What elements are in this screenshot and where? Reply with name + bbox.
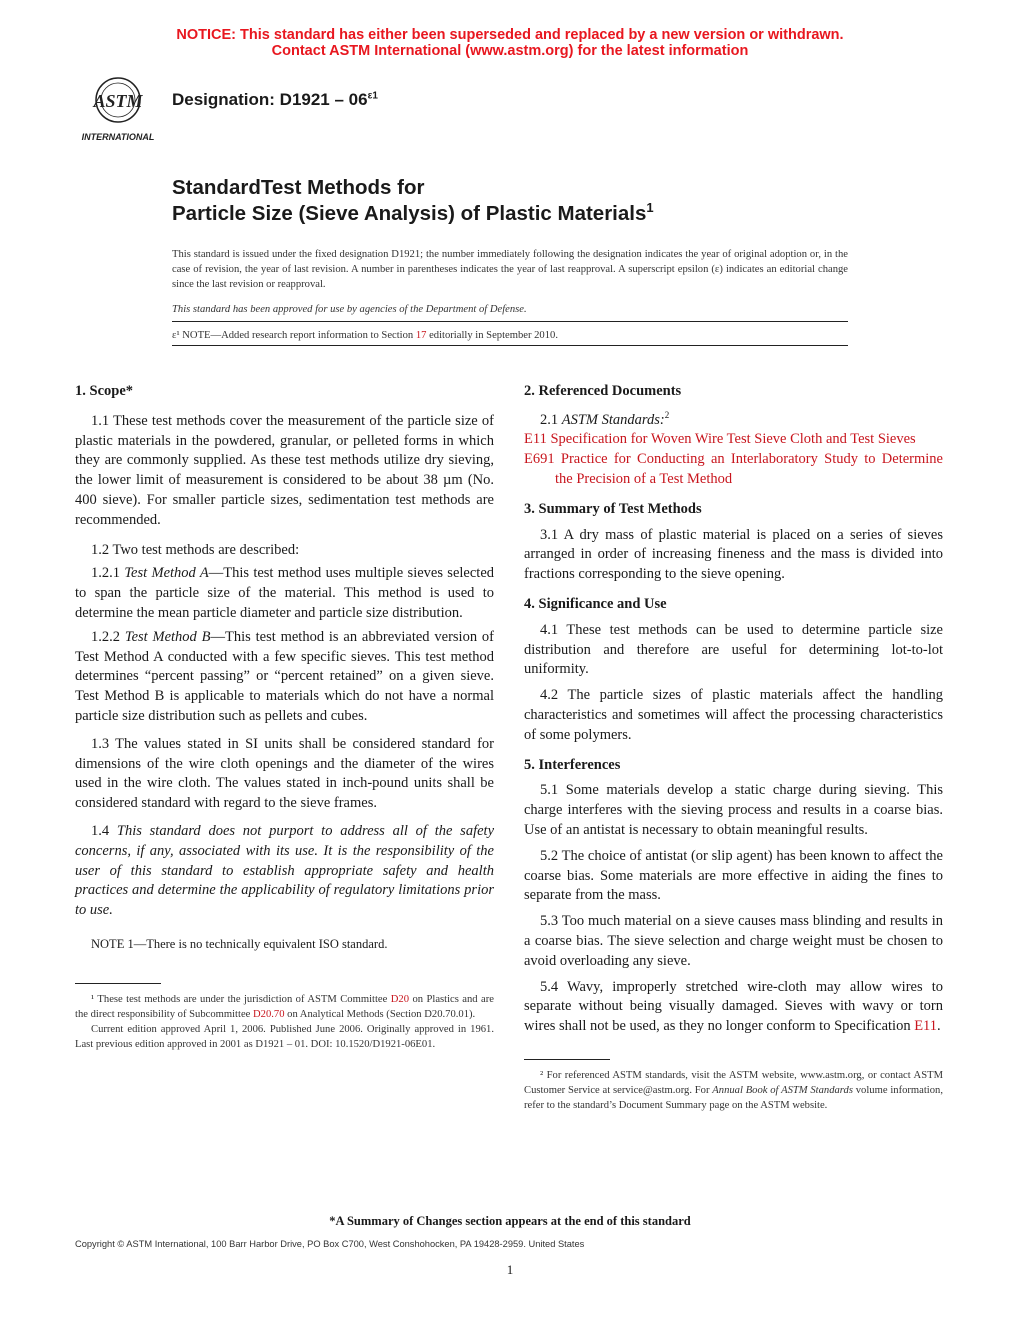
para-1-3: 1.3 The values stated in SI units shall be considered standard for dimensions of the wire cloth openings and the diameter of the wires used in the wire cloth. The values stated in inch-pound units shall be considered standard with regard to the sieve frames. xyxy=(75,735,494,812)
withdrawn-notice xyxy=(0,27,1020,59)
editorial-note-suffix: editorially in September 2010. xyxy=(426,330,558,341)
significance-heading: 4. Significance and Use xyxy=(524,596,667,612)
para-1-2-2 xyxy=(75,628,494,727)
title-line-1: StandardTest Methods for xyxy=(172,176,425,199)
title-footnote-ref: 1 xyxy=(646,200,654,216)
referenced-documents-heading: 2. Referenced Documents xyxy=(524,383,682,399)
reference-e691-code: E691 xyxy=(524,451,555,468)
reference-e691[interactable] xyxy=(524,450,943,490)
footnote-2-text xyxy=(524,1068,943,1113)
para-1-2-2-num: 1.2.2 xyxy=(91,628,125,645)
footnote-1-jurisdiction xyxy=(75,992,494,1022)
designation-label: Designation: D1921 – 06 xyxy=(172,90,368,109)
fn2-text-a: ² For referenced ASTM standards, visit the ASTM website, www.astm.org, or contact ASTM Customer Service at service@astm.org. For xyxy=(524,1069,943,1096)
reference-e11[interactable] xyxy=(524,430,943,450)
designation xyxy=(172,90,378,110)
scope-heading: 1. Scope* xyxy=(75,383,133,399)
para-1-4-num: 1.4 xyxy=(91,822,117,839)
para-5-4 xyxy=(524,978,943,1037)
footnote-2 xyxy=(524,1068,943,1113)
para-1-2-2-text: —This test method is an abbreviated version of Test Method A conducted with a few specific sieves. This test method determines “percent passing” or “percent retained” on a given sieve. Test Method B is applicable to materials which do not have a normal particle size distribution such as pellets and cubes. xyxy=(75,628,494,724)
reference-e11-code: E11 xyxy=(524,431,547,448)
copyright: Copyright © ASTM International, 100 Barr Harbor Drive, PO Box C700, West Conshohocken, PA 19428-2959. United States xyxy=(75,1239,585,1249)
preamble-rule-bottom xyxy=(172,345,848,346)
para-1-2-1-text: —This test method uses multiple sieves selected to span the particle size of the material. This method is used to determine the mean particle diameter and particle size distribution. xyxy=(75,565,495,621)
reference-e11-title: Specification for Woven Wire Test Sieve Cloth and Test Sieves xyxy=(546,431,916,448)
para-3-1: 3.1 A dry mass of plastic material is placed on a series of sieves arranged in order of increasing fineness and the mass is divided into fractions corresponding to the sieve opening. xyxy=(524,526,943,583)
para-1-2: 1.2 Two test methods are described: xyxy=(91,541,300,558)
interferences-heading: 5. Interferences xyxy=(524,756,621,773)
para-5-3: 5.3 Too much material on a sieve causes mass blinding and results in a coarse bias. The sieve selection and charge weight must be chosen to avoid overloading any sieve. xyxy=(524,913,943,969)
para-1-2-1 xyxy=(75,564,494,623)
para-5-4-end: . xyxy=(937,1018,941,1035)
note-1: NOTE 1—There is no technically equivalent ISO standard. xyxy=(91,936,388,951)
para-5-4-text: 5.4 Wavy, improperly stretched wire-cloth may allow wires to separate without being visually damaged. Sieves with wavy or torn wires shall not be used, as they no longer conform to Specification xyxy=(524,978,943,1035)
summary-heading: 3. Summary of Test Methods xyxy=(524,500,702,517)
preamble-issued: This standard is issued under the fixed designation D1921; the number immediately following the designation indicates the year of original adoption or, in the case of revision, the year of last revision. A number in parentheses indicates the year of last reapproval. A superscript epsilon (ε) indicates an editorial change since the last revision or reapproval. xyxy=(172,249,848,290)
para-1-4-italic: This standard does not purport to address all of the safety concerns, if any, associated with its use. It is the responsibility of the user of this standard to establish appropriate safety and health practices and determine the applicability of regulatory limitations prior to use. xyxy=(75,822,495,919)
editorial-note-section-link[interactable]: 17 xyxy=(415,330,427,341)
para-4-1: 4.1 These test methods can be used to determine particle size distribution and therefore are useful for determining lot-to-lot uniformity. xyxy=(524,621,943,678)
notice-line-1: NOTICE: This standard has either been superseded and replaced by a new version or withdrawn. xyxy=(176,27,844,43)
fn2-text-b: volume information, refer to the standard’s Document Summary page on the ASTM website. xyxy=(524,1084,943,1111)
preamble-rule-top xyxy=(172,321,848,322)
footnote-1-current-edition: Current edition approved April 1, 2006. Published June 2006. Originally approved in 1961. Last previous edition approved in 2001 as D1921 – 01. DOI: 10.1520/D1921-06E01. xyxy=(75,1023,494,1050)
left-column xyxy=(75,382,494,1052)
para-2-1-num: 2.1 xyxy=(540,411,562,428)
designation-epsilon: ε1 xyxy=(367,90,378,102)
para-4-2: 4.2 The particle sizes of plastic materials affect the handling characteristics and sometimes will affect the processing characteristics of some polymers. xyxy=(524,687,943,743)
para-1-2-1-num: 1.2.1 xyxy=(91,565,125,582)
para-1-2-1-italic: Test Method A xyxy=(124,565,209,582)
logo-mark: ASTM xyxy=(93,91,143,111)
para-1-2-2-italic: Test Method B xyxy=(124,628,211,645)
para-5-4-e11-link[interactable]: E11 xyxy=(914,1018,938,1035)
para-2-1-footnote-ref: 2 xyxy=(664,409,670,420)
fn1-text-a: ¹ These test methods are under the jurisdiction of ASTM Committee xyxy=(91,993,391,1005)
title-line-2: Particle Size (Sieve Analysis) of Plastic Materials xyxy=(172,202,647,225)
para-2-1 xyxy=(524,406,943,431)
fn2-italic: Annual Book of ASTM Standards xyxy=(712,1084,853,1096)
logo-sub: INTERNATIONAL xyxy=(81,132,155,142)
summary-of-changes-note: *A Summary of Changes section appears at the end of this standard xyxy=(329,1214,691,1228)
para-1-4 xyxy=(75,822,494,921)
right-column xyxy=(524,382,943,1113)
para-5-1: 5.1 Some materials develop a static charge during sieving. This charge interferes with the sieving process and results in a coarse bias. Use of an antistat is necessary to obtain meaningful results. xyxy=(524,782,943,838)
editorial-note-prefix: ε¹ NOTE—Added research report information to Section xyxy=(172,330,416,341)
para-2-1-italic: ASTM Standards: xyxy=(561,411,665,428)
preamble-dod: This standard has been approved for use by agencies of the Department of Defense. xyxy=(172,304,527,315)
footnote-1 xyxy=(75,992,494,1052)
para-5-2: 5.2 The choice of antistat (or slip agent) has been known to affect the coarse bias. Some materials are more effective in aiding the fines to separate from the mass. xyxy=(524,847,943,904)
fn1-subcommittee-link[interactable]: D20.70 xyxy=(253,1008,285,1020)
notice-line-2: Contact ASTM International (www.astm.org) for the latest information xyxy=(271,43,749,59)
fn1-text-b: on Plastics and are the direct responsibility of Subcommittee xyxy=(75,993,494,1020)
page-number: 1 xyxy=(506,1262,514,1277)
fn1-committee-link[interactable]: D20 xyxy=(390,993,410,1005)
document-title xyxy=(172,175,654,227)
astm-logo xyxy=(76,72,160,144)
editorial-note xyxy=(172,328,848,343)
para-1-1: 1.1 These test methods cover the measurement of the particle size of plastic materials in the powdered, granular, or pelleted forms in which they are commonly supplied. As these test methods utilize dry sieving, the lower limit of measurement is considered to be about 38 µm (No. 400 sieve). For smaller particle sizes, sedimentation test methods are recommended. xyxy=(75,412,494,528)
reference-e691-title: Practice for Conducting an Interlaboratory Study to Determine the Precision of a Test Method xyxy=(554,451,943,488)
fn1-text-c: on Analytical Methods (Section D20.70.01). xyxy=(284,1008,476,1020)
